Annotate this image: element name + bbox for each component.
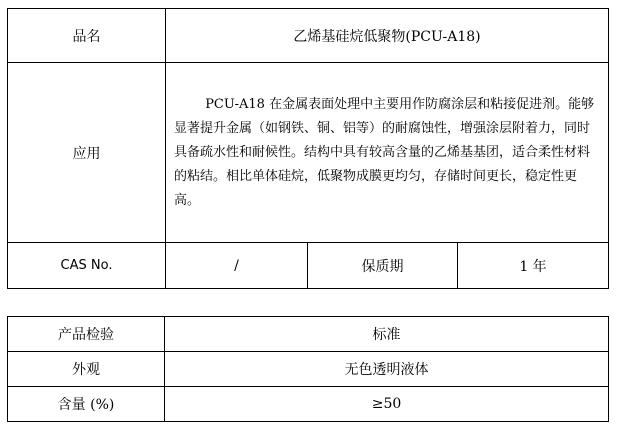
cas-value: / — [166, 243, 308, 289]
application-cell — [166, 63, 609, 243]
application-text: PCU-A18 在金属表面处理中主要用作防腐涂层和粘接促进剂。能够显著提升金属（如钢铁、铜、铝等）的耐腐蚀性，增强涂层附着力，同时具备疏水性和耐候性。结构中具有较高含量的乙烯基基团，适合柔性材料的粘结。相比单体硅烷，低聚物成膜更均匀，存储时间更长，稳定性更高。 — [174, 96, 595, 208]
product-test-table — [7, 316, 609, 422]
product-name-value: 乙烯基硅烷低聚物(PCU-A18) — [166, 9, 609, 63]
cas-label: CAS No. — [8, 243, 166, 289]
test-item-content: 含量 (%) — [8, 387, 165, 422]
test-standard-appearance: 无色透明液体 — [165, 352, 609, 387]
shelf-life-value: 1 年 — [458, 243, 609, 289]
table-row — [8, 387, 609, 422]
test-header-standard: 标准 — [165, 317, 609, 352]
table-row — [8, 352, 609, 387]
test-item-appearance: 外观 — [8, 352, 165, 387]
product-info-table — [7, 8, 609, 289]
test-header-item: 产品检验 — [8, 317, 165, 352]
application-label: 应用 — [8, 63, 166, 243]
test-standard-content: ≥50 — [165, 387, 609, 422]
shelf-life-label: 保质期 — [308, 243, 458, 289]
product-name-label: 品名 — [8, 9, 166, 63]
